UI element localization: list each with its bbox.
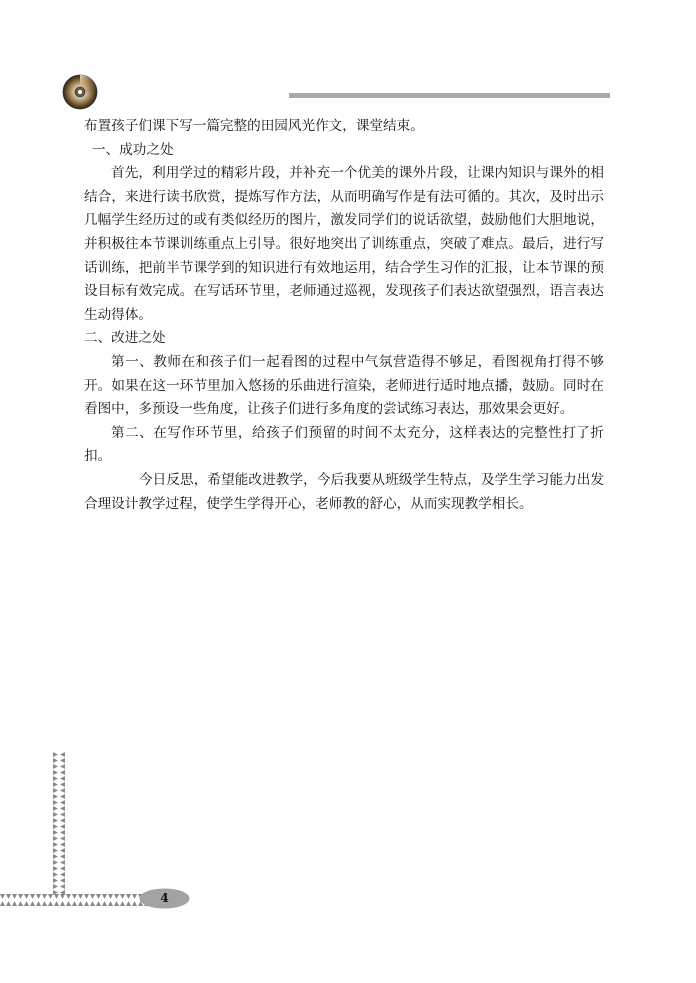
border-triangle [60, 788, 65, 793]
border-triangle [48, 901, 53, 906]
border-triangle [60, 878, 65, 883]
border-triangle [60, 806, 65, 811]
border-triangle [102, 901, 107, 906]
border-triangle [0, 901, 5, 906]
border-triangle [126, 901, 131, 906]
border-triangle [53, 872, 58, 877]
border-triangle [60, 818, 65, 823]
paragraph-closing-assignment: 布置孩子们课下写一篇完整的田园风光作文，课堂结束。 [84, 118, 424, 134]
document-body [84, 115, 604, 516]
paragraph-successes: 首先，利用学过的精彩片段，并补充一个优美的课外片段，让课内知识与课外的相结合，来进行读书欣赏，提炼写作方法，从而明确写作是有法可循的。其次，及时出示几幅学生经历过的或有类似经历的图片，激发同学们的说话欲望，鼓励他们大胆地说，并积极往本节课训练重点上引导。很好地突出了训练重点，突破了难点。最后，进行写话训练，把前半节课学到的知识进行有效地运用，结合学生习作的汇报，让本节课的预设目标有效完成。在写话环节里，老师通过巡视，发现孩子们表达欲望强烈，语言表达生动得体。 [84, 165, 604, 323]
border-triangle [53, 782, 58, 787]
border-triangle [114, 901, 119, 906]
border-triangle [30, 894, 35, 899]
border-triangle [53, 818, 58, 823]
border-triangle [12, 894, 17, 899]
border-triangle [108, 894, 113, 899]
border-triangle [60, 866, 65, 871]
border-triangle [60, 770, 65, 775]
border-triangle [60, 764, 65, 769]
border-triangle [53, 830, 58, 835]
border-triangle [60, 848, 65, 853]
border-triangle [66, 894, 71, 899]
heading-successes: 一、成功之处 [92, 141, 174, 158]
border-triangle [132, 901, 137, 906]
border-triangle [102, 894, 107, 899]
page-number: 4 [160, 891, 169, 905]
border-triangle [36, 901, 41, 906]
border-triangle [42, 901, 47, 906]
heading-improvements: 二、改进之处 [84, 330, 166, 347]
border-triangle [53, 812, 58, 817]
border-triangle [84, 894, 89, 899]
border-triangle [36, 894, 41, 899]
border-triangle [0, 894, 5, 899]
border-triangle [78, 894, 83, 899]
border-triangle [114, 894, 119, 899]
border-triangle [66, 901, 71, 906]
paragraph-improvement-first: 第一、教师在和孩子们一起看图的过程中气氛营造得不够足，看图视角打得不够开。如果在这一环节里加入悠扬的乐曲进行渲染，老师进行适时地点播，鼓励。同时在看图中，多预设一些角度，让孩子们进行多角度的尝试练习表达，那效果会更好。 [84, 353, 604, 418]
border-triangle [53, 848, 58, 853]
border-triangle [120, 894, 125, 899]
border-triangle [54, 901, 59, 906]
border-triangle [53, 794, 58, 799]
border-triangle [60, 854, 65, 859]
border-triangle [60, 842, 65, 847]
border-triangle [54, 894, 59, 899]
border-triangle [24, 894, 29, 899]
border-triangle [60, 894, 65, 899]
border-triangle [53, 884, 58, 889]
border-triangle [60, 782, 65, 787]
decorative-triangle-border-horizontal [0, 893, 148, 907]
border-triangle [126, 894, 131, 899]
border-triangle [60, 884, 65, 889]
border-triangle [53, 770, 58, 775]
border-triangle [6, 901, 11, 906]
decorative-triangle-border-vertical [52, 752, 66, 896]
border-triangle [53, 806, 58, 811]
border-triangle [84, 901, 89, 906]
border-triangle [60, 812, 65, 817]
border-triangle [78, 901, 83, 906]
border-triangle [120, 901, 125, 906]
border-triangle [60, 872, 65, 877]
border-triangle [90, 901, 95, 906]
border-triangle [53, 842, 58, 847]
border-triangle [60, 752, 65, 757]
border-triangle [53, 836, 58, 841]
border-triangle [18, 901, 23, 906]
border-triangle [60, 794, 65, 799]
border-triangle [53, 776, 58, 781]
border-triangle [132, 894, 137, 899]
border-triangle [96, 901, 101, 906]
border-triangle [18, 894, 23, 899]
border-triangle [53, 860, 58, 865]
border-triangle [30, 901, 35, 906]
border-triangle [60, 901, 65, 906]
border-triangle [72, 901, 77, 906]
paragraph-reflection: 今日反思，希望能改进教学，今后我要从班级学生特点，及学生学习能力出发合理设计教学过程，使学生学得开心，老师教的舒心，从而实现教学相长。 [84, 471, 604, 512]
border-triangle [60, 758, 65, 763]
border-triangle [53, 752, 58, 757]
border-triangle [96, 894, 101, 899]
border-triangle [90, 894, 95, 899]
border-triangle [53, 788, 58, 793]
border-triangle [53, 764, 58, 769]
border-triangle [53, 866, 58, 871]
border-triangle [60, 836, 65, 841]
border-triangle [53, 758, 58, 763]
border-triangle [60, 824, 65, 829]
border-triangle [42, 894, 47, 899]
border-triangle [72, 894, 77, 899]
border-triangle [53, 878, 58, 883]
border-triangle [60, 800, 65, 805]
border-triangle [60, 830, 65, 835]
border-triangle [12, 901, 17, 906]
paragraph-improvement-second: 第二、在写作环节里，给孩子们预留的时间不太充分，这样表达的完整性打了折扣。 [84, 424, 604, 465]
border-triangle [53, 800, 58, 805]
cd-disc-icon [62, 74, 98, 110]
border-triangle [24, 901, 29, 906]
border-triangle [108, 901, 113, 906]
border-triangle [6, 894, 11, 899]
header-rule [289, 93, 610, 98]
border-triangle [60, 860, 65, 865]
border-triangle [53, 854, 58, 859]
border-triangle [53, 824, 58, 829]
border-triangle [60, 776, 65, 781]
border-triangle [48, 894, 53, 899]
